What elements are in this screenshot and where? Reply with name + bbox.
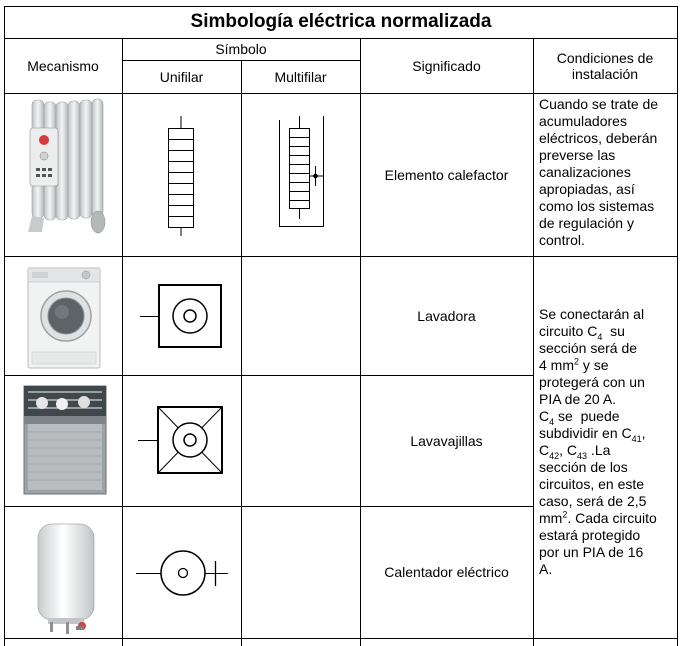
- heating-element-multiline-symbol: [272, 116, 328, 236]
- condiciones-circuito-c4: Se conectarán al circuito $C_4$ su sección será de 4 $mm^2$ y se protegerá con un PIA de 20 A. $C_4$ se puede subdividir en $C_{41}$, $C_{42}$, $C_{43}$ .La sección de los circuitos, en este caso, será de 2,5 $mm^2$. Cada circuito estará protegido por un PIA de 16 A.: [539, 306, 657, 577]
- significado-lavadora: Lavadora: [417, 307, 476, 324]
- water-heater-icon: [36, 522, 96, 636]
- header-multifilar: Multifilar: [274, 68, 327, 85]
- significado-elemento-calefactor: Elemento calefactor: [384, 166, 509, 183]
- col-divider-significado: [533, 38, 534, 646]
- table-border-right: [677, 6, 678, 646]
- row-divider-1: [4, 256, 678, 257]
- header-significado: Significado: [412, 57, 481, 74]
- col-divider-unifilar: [241, 60, 242, 646]
- condiciones-acumuladores: Cuando se trate de acumuladores eléctricos, deberán preverse las canalizaciones apropiadas, así como los sistemas de regulación y control.: [539, 96, 659, 248]
- significado-lavavajillas: Lavavajillas: [410, 432, 483, 449]
- header-condiciones: [533, 38, 677, 93]
- col-divider-mecanismo: [122, 38, 123, 646]
- header-simbolo: Símbolo: [215, 41, 267, 57]
- oil-radiator-icon: [28, 96, 106, 238]
- heating-element-symbol: [160, 116, 202, 236]
- significado-calentador: Calentador eléctrico: [384, 564, 509, 580]
- table-title: Simbología eléctrica normalizada: [190, 11, 492, 32]
- washing-machine-symbol: [140, 284, 224, 348]
- header-unifilar: Unifilar: [159, 68, 204, 85]
- header-mecanismo: Mecanismo: [27, 57, 99, 74]
- dishwasher-symbol: [138, 406, 224, 474]
- header-condiciones-line2: instalación: [571, 65, 639, 82]
- dishwasher-icon: [22, 384, 108, 496]
- table-border-bottom: [4, 638, 678, 639]
- table-border-left: [4, 6, 5, 646]
- washing-machine-icon: [26, 266, 102, 370]
- header-condiciones-line1: Condiciones de: [556, 49, 654, 66]
- water-heater-symbol: [136, 548, 230, 598]
- header-row-divider: [4, 93, 678, 94]
